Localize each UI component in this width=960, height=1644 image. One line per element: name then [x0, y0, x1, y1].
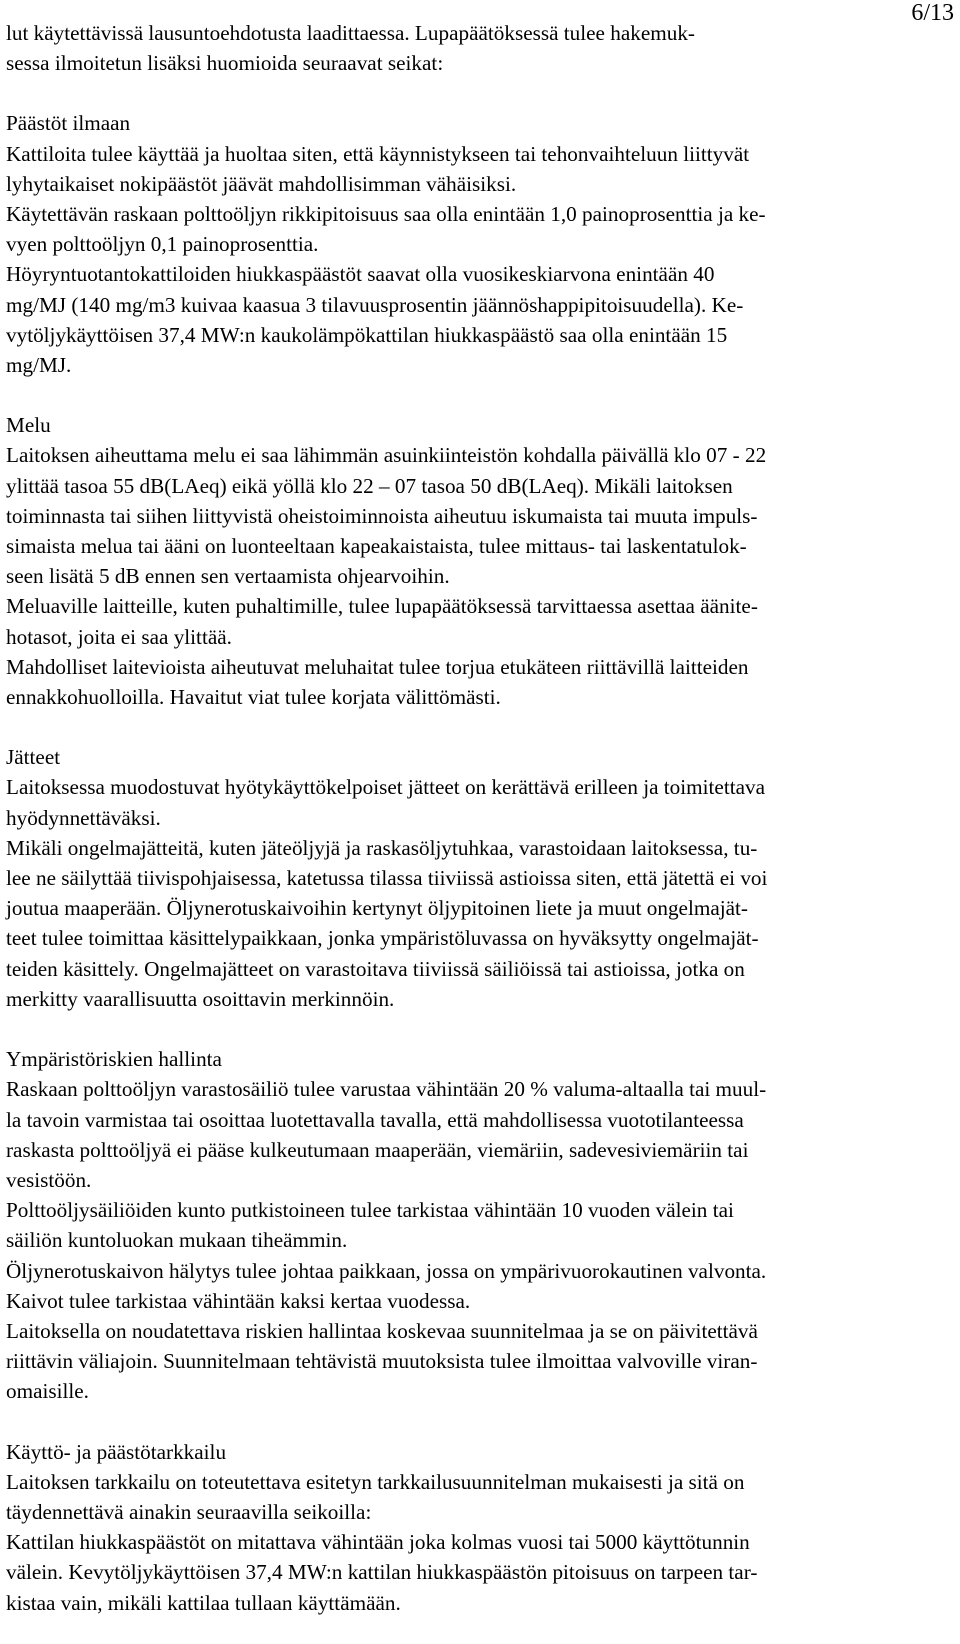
text-line: Polttoöljysäiliöiden kunto putkistoineen tulee tarkistaa vähintään 10 vuoden välein tai [6, 1198, 734, 1223]
text-line: riittävin väliajoin. Suunnitelmaan tehtävistä muutoksista tulee ilmoittaa valvoville viran- [6, 1349, 758, 1374]
text-line: Mahdolliset laitevioista aiheutuvat meluhaitat tulee torjua etukäteen riittävillä laitteiden [6, 654, 749, 679]
text-line: teiden käsittely. Ongelmajätteet on varastoitava tiiviissä säiliöissä tai astioissa, jotka on [6, 956, 745, 981]
text-line: Öljynerotuskaivon hälytys tulee johtaa paikkaan, jossa on ympärivuorokautinen valvonta. [6, 1258, 767, 1283]
text-line: ennakkohuolloilla. Havaitut viat tulee korjata välittömästi. [6, 685, 501, 710]
text-line: hyödynnettäväksi. [6, 805, 161, 830]
text-line: Laitoksella on noudatettava riskien hallintaa koskevaa suunnitelmaa ja se on päivitettävä [6, 1318, 758, 1343]
intro-paragraph [6, 18, 946, 78]
section-paastot-ilmaan [6, 108, 946, 380]
text-line: Kaivot tulee tarkistaa vähintään kaksi kertaa vuodessa. [6, 1288, 471, 1313]
text-line: raskasta polttoöljyä ei pääse kulkeutumaan maaperään, viemäriin, sadevesiviemäriin tai [6, 1137, 749, 1162]
section-gap [6, 1014, 946, 1044]
section-gap [6, 712, 946, 742]
document-body [6, 18, 946, 1618]
text-line: lee ne säilyttää tiivispohjaisessa, katetussa tilassa tiiviissä astioissa siten, että jätettä ei voi [6, 866, 768, 891]
text-line: seen lisätä 5 dB ennen sen vertaamista ohjearvoihin. [6, 564, 450, 589]
text-line: toiminnasta tai siihen liittyvistä oheistoiminnoista aiheutuu iskumaista tai muuta impuls- [6, 503, 758, 528]
text-line: omaisille. [6, 1379, 89, 1404]
section-heading: Melu [6, 413, 51, 438]
text-line: simaista melua tai ääni on luonteeltaan kapeakaistaista, tulee mittaus- tai laskentatulok- [6, 534, 747, 559]
text-line: vytöljykäyttöisen 37,4 MW:n kaukolämpökattilan hiukkaspäästö saa olla enintään 15 [6, 322, 728, 347]
section-gap [6, 380, 946, 410]
text-line: mg/MJ. [6, 353, 72, 378]
text-line: Laitoksen aiheuttama melu ei saa lähimmän asuinkiinteistön kohdalla päivällä klo 07 - 22 [6, 443, 767, 468]
text-line: Kattiloita tulee käyttää ja huoltaa siten, että käynnistykseen tai tehonvaihteluun liittyvät [6, 141, 750, 166]
text-line: merkitty vaarallisuutta osoittavin merkinnöin. [6, 986, 395, 1011]
section-gap [6, 78, 946, 108]
text-line: teet tulee toimittaa käsittelypaikkaan, jonka ympäristöluvassa on hyväksytty ongelmajät- [6, 926, 759, 951]
text-line: Mikäli ongelmajätteitä, kuten jäteöljyjä ja raskasöljytuhkaa, varastoidaan laitoksessa, tu- [6, 835, 758, 860]
text-line: Höyryntuotantokattiloiden hiukkaspäästöt saavat olla vuosikeskiarvona enintään 40 [6, 262, 715, 287]
text-line: täydennettävä ainakin seuraavilla seikoilla: [6, 1499, 372, 1524]
text-line: välein. Kevytöljykäyttöisen 37,4 MW:n kattilan hiukkaspäästön pitoisuus on tarpeen tar- [6, 1560, 758, 1585]
section-gap [6, 1407, 946, 1437]
section-jatteet [6, 742, 946, 1014]
text-line: lut käytettävissä lausuntoehdotusta laadittaessa. Lupapäätöksessä tulee hakemuk- [6, 21, 695, 45]
text-line: hotasot, joita ei saa ylittää. [6, 624, 232, 649]
text-line: Käytettävän raskaan polttoöljyn rikkipitoisuus saa olla enintään 1,0 painoprosenttia ja ke- [6, 202, 766, 227]
text-line: Meluaville laitteille, kuten puhaltimille, tulee lupapäätöksessä tarvittaessa asettaa äänite- [6, 594, 758, 619]
section-melu [6, 410, 946, 712]
text-line: lyhytaikaiset nokipäästöt jäävät mahdollisimman vähäisiksi. [6, 171, 517, 196]
text-line: Kattilan hiukkaspäästöt on mitattava vähintään joka kolmas vuosi tai 5000 käyttötunnin [6, 1530, 750, 1555]
text-line: sessa ilmoitetun lisäksi huomioida seuraavat seikat: [6, 51, 444, 76]
text-line: Raskaan polttoöljyn varastosäiliö tulee varustaa vähintään 20 % valuma-altaalla tai muul- [6, 1077, 767, 1102]
section-heading: Ympäristöriskien hallinta [6, 1047, 222, 1072]
page-number: 6/13 [911, 0, 954, 26]
section-heading: Jätteet [6, 745, 61, 770]
text-line: la tavoin varmistaa tai osoittaa luotettavalla tavalla, että mahdollisessa vuototilanteessa [6, 1107, 744, 1132]
section-kaytto-ja-paastotarkkailu [6, 1437, 946, 1618]
text-line: kistaa vain, mikäli kattilaa tullaan käyttämään. [6, 1590, 401, 1615]
text-line: joutua maaperään. Öljynerotuskaivoihin kertynyt öljypitoinen liete ja muut ongelmajät- [6, 896, 748, 921]
text-line: Laitoksessa muodostuvat hyötykäyttökelpoiset jätteet on kerättävä erilleen ja toimitettava [6, 775, 765, 800]
text-line: vesistöön. [6, 1167, 92, 1192]
text-line: ylittää tasoa 55 dB(LAeq) eikä yöllä klo 22 – 07 tasoa 50 dB(LAeq). Mikäli laitoksen [6, 473, 733, 498]
text-line: mg/MJ (140 mg/m3 kuivaa kaasua 3 tilavuusprosentin jäännöshappipitoisuudella). Ke- [6, 292, 744, 317]
section-heading: Käyttö- ja päästötarkkailu [6, 1439, 227, 1464]
text-line: vyen polttoöljyn 0,1 painoprosenttia. [6, 232, 319, 257]
section-ymparistoriskien-hallinta [6, 1044, 946, 1406]
text-line: Laitoksen tarkkailu on toteutettava esitetyn tarkkailusuunnitelman mukaisesti ja sitä on [6, 1469, 745, 1494]
text-line: säiliön kuntoluokan mukaan tiheämmin. [6, 1228, 348, 1253]
section-heading: Päästöt ilmaan [6, 111, 131, 136]
